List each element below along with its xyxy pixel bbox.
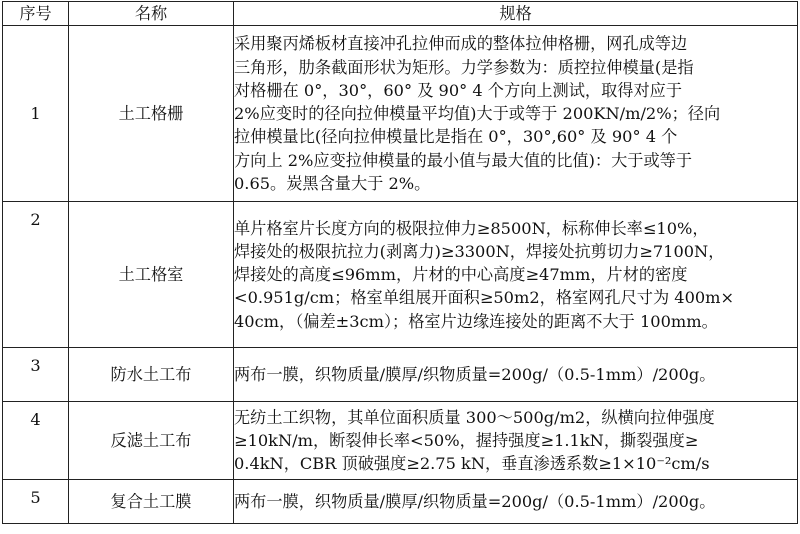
table-row (3, 480, 798, 524)
spec-line: 0.65。炭黑含量大于 2%。 (234, 173, 431, 193)
row-spec (234, 348, 798, 402)
spec-line: 方向上 2%应变拉伸模量的最小值与最大值的比值)：大于或等于 (234, 150, 693, 170)
spec-line: 采用聚丙烯板材直接冲孔拉伸而成的整体拉伸格栅，网孔成等边 (234, 34, 688, 54)
table-row (3, 26, 798, 202)
header-name: 名称 (69, 2, 234, 26)
spec-line: 0.4kN，CBR 顶破强度≥2.75 kN，垂直渗透系数≥1×10⁻²cm/s (234, 454, 710, 474)
row-name: 复合土工膜 (69, 480, 234, 524)
row-spec (234, 402, 798, 480)
table-row (3, 348, 798, 402)
spec-line: <0.951g/cm；格室单组展开面积≥50m2，格室网孔尺寸为 400m× (234, 288, 735, 308)
spec-line: 焊接处的极限抗拉力(剥离力)≥3300N，焊接处抗剪切力≥7100N， (234, 241, 725, 261)
row-spec (234, 202, 798, 348)
table-row (3, 402, 798, 480)
row-index: 2 (3, 202, 69, 348)
spec-line: 两布一膜，织物质量/膜厚/织物质量=200g/（0.5-1mm）/200g。 (234, 492, 716, 512)
spec-line: 三角形，肋条截面形状为矩形。力学参数为：质控拉伸模量(是指 (234, 57, 694, 77)
spec-line: 拉伸模量比(径向拉伸模量比是指在 0°，30°,60° 及 90° 4 个 (234, 127, 678, 147)
row-name: 土工格室 (69, 202, 234, 348)
row-index: 1 (3, 26, 69, 202)
row-spec (234, 480, 798, 524)
row-name: 防水土工布 (69, 348, 234, 402)
row-index: 3 (3, 348, 69, 402)
spec-line: 焊接处的高度≤96mm，片材的中心高度≥47mm，片材的密度 (234, 265, 688, 285)
row-name: 反滤土工布 (69, 402, 234, 480)
spec-line: 无纺土工织物，其单位面积质量 300～500g/m2，纵横向拉伸强度 (234, 407, 715, 427)
spec-line: 两布一膜，织物质量/膜厚/织物质量=200g/（0.5-1mm）/200g。 (234, 365, 716, 385)
table-row (3, 202, 798, 348)
header-row (3, 2, 798, 26)
row-spec (234, 26, 798, 202)
spec-line: ≥10kN/m，断裂伸长率<50%，握持强度≥1.1kN，撕裂强度≥ (234, 431, 699, 451)
row-name: 土工格栅 (69, 26, 234, 202)
spec-line: 单片格室片长度方向的极限拉伸力≥8500N，标称伸长率≤10%， (234, 218, 709, 238)
row-index: 5 (3, 480, 69, 524)
spec-table (2, 1, 798, 524)
header-index: 序号 (3, 2, 69, 26)
spec-line: 对格栅在 0°，30°，60° 及 90° 4 个方向上测试，取得对应于 (234, 80, 683, 100)
row-index: 4 (3, 402, 69, 480)
header-spec: 规格 (234, 2, 798, 26)
spec-line: 2%应变时的径向拉伸模量平均值)大于或等于 200KN/m/2%；径向 (234, 104, 721, 124)
spec-line: 40cm，（偏差±3cm）；格室片边缘连接处的距离不大于 100mm。 (234, 311, 718, 331)
